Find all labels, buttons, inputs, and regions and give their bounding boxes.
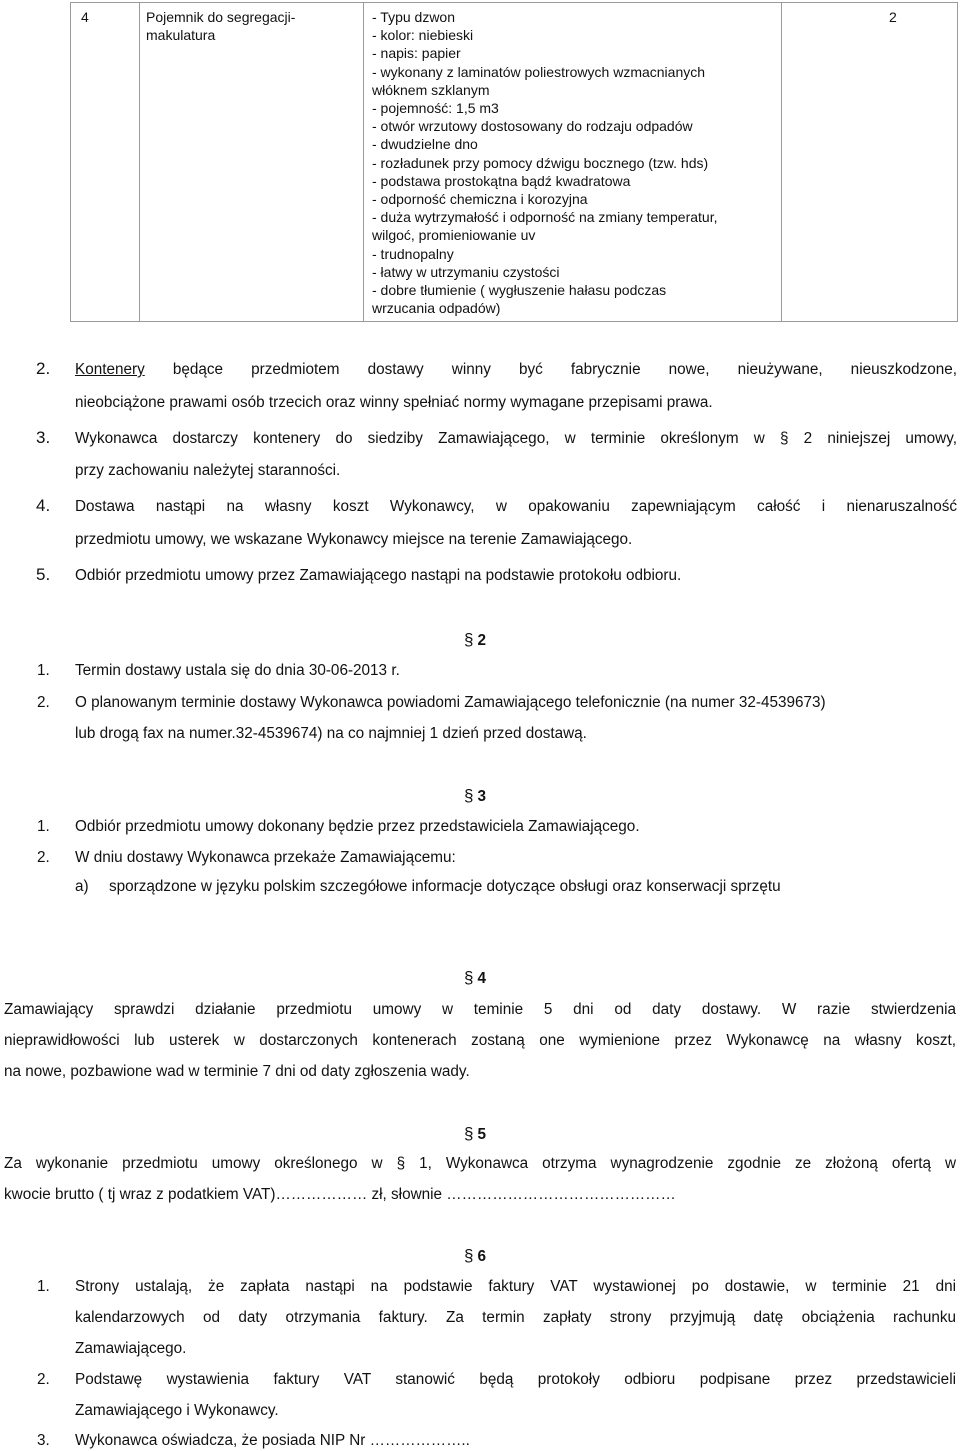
spec-line: - trudnopalny [372, 245, 454, 262]
underlined-word: Kontenery [75, 361, 145, 378]
spec-line: - pojemność: 1,5 m3 [372, 100, 499, 117]
item-text: Wykonawca oświadcza, że posiada NIP Nr ……………….. [75, 1432, 470, 1449]
item-text [75, 361, 957, 379]
item-text-line: przy zachowaniu należytej staranności. [75, 462, 341, 479]
paragraph-line: nieprawidłowości lub usterek w dostarczonych kontenerach zostaną one wymienione przez Wykonawcę na własny koszt, [4, 1032, 956, 1049]
item-text: Termin dostawy ustala się do dnia 30-06-2013 r. [75, 662, 400, 679]
section-heading [464, 786, 486, 806]
spec-line: - dobre tłumienie ( wygłuszenie hałasu podczas [372, 282, 667, 299]
spec-line: - duża wytrzymałość i odporność na zmiany temperatur, [372, 209, 718, 226]
section-number: 3 [477, 788, 486, 805]
item-number: 1. [37, 662, 50, 679]
item-number: 5. [36, 565, 51, 584]
item-text-rest: będące przedmiotem dostawy winny być fabrycznie nowe, nieużywane, nieuszkodzone, [144, 361, 957, 378]
spec-line: - kolor: niebieski [372, 27, 474, 44]
spec-line: włóknem szklanym [372, 81, 490, 98]
item-text: O planowanym terminie dostawy Wykonawca powiadomi Zamawiającego telefonicznie (na numer 32-4539673) [75, 694, 826, 711]
paragraph-line: kwocie brutto ( tj wraz z podatkiem VAT)……………… zł, słownie ……………………………………… [4, 1186, 676, 1203]
item-text: Dostawa nastąpi na własny koszt Wykonawcy, w opakowaniu zapewniającym całość i nienaruszalność [75, 498, 957, 515]
spec-line: wilgoć, promieniowanie uv [372, 227, 536, 244]
item-text-line: Zamawiającego i Wykonawcy. [75, 1402, 279, 1419]
table-qty: 2 [889, 9, 897, 25]
section-number: 5 [477, 1126, 486, 1143]
item-number: 3. [36, 428, 51, 447]
item-text-line: przedmiotu umowy, we wskazane Wykonawcy miejsce na terenie Zamawiającego. [75, 531, 633, 548]
section-symbol: § [464, 1124, 474, 1143]
section-heading [464, 630, 486, 650]
section-heading [464, 1246, 486, 1266]
item-number: 2. [37, 849, 50, 866]
spec-line: - rozładunek przy pomocy dźwigu bocznego (tzw. hds) [372, 154, 709, 171]
paragraph-line: Zamawiający sprawdzi działanie przedmiotu umowy w teminie 5 dni od daty dostawy. W razie stwierdzenia [4, 1001, 956, 1018]
section-number: 2 [477, 632, 486, 649]
spec-line: - odporność chemiczna i korozyjna [372, 191, 588, 208]
spec-line: - wykonany z laminatów poliestrowych wzmacnianych [372, 63, 706, 80]
item-text-line: Zamawiającego. [75, 1340, 187, 1357]
spec-line: - Typu dzwon [372, 9, 456, 25]
item-text: Podstawę wystawienia faktury VAT stanowić będą protokoły odbioru podpisane przez przedstawicieli [75, 1371, 956, 1388]
item-text-line: nieobciążone prawami osób trzecich oraz winny spełniać normy wymagane przepisami prawa. [75, 394, 713, 411]
table-item-name-line: Pojemnik do segregacji- [146, 9, 296, 25]
item-text: W dniu dostawy Wykonawca przekaże Zamawiającemu: [75, 849, 456, 866]
table-divider [363, 3, 364, 321]
table-specs [372, 8, 717, 317]
spec-line: - otwór wrzutowy dostosowany do rodzaju odpadów [372, 118, 693, 135]
item-text-line: lub drogą fax na numer.32-4539674) na co najmniej 1 dzień przed dostawą. [75, 725, 587, 742]
paragraph-line: Za wykonanie przedmiotu umowy określonego w § 1, Wykonawca otrzyma wynagrodzenie zgodnie ze złożoną ofertą w [4, 1155, 956, 1172]
section-symbol: § [464, 1246, 474, 1265]
item-text: Odbiór przedmiotu umowy przez Zamawiającego nastąpi na podstawie protokołu odbioru. [75, 567, 682, 584]
item-text: Odbiór przedmiotu umowy dokonany będzie przez przedstawiciela Zamawiającego. [75, 818, 640, 835]
section-heading [464, 1124, 486, 1144]
item-text: Wykonawca dostarczy kontenery do siedziby Zamawiającego, w terminie określonym w § 2 niniejszej umowy, [75, 430, 957, 447]
item-number: 1. [37, 818, 50, 835]
item-number: 1. [37, 1278, 50, 1295]
spec-line: - dwudzielne dno [372, 136, 478, 153]
section-number: 6 [477, 1248, 486, 1265]
table-item-name-line: makulatura [146, 27, 216, 44]
table-item-name [146, 8, 295, 44]
section-symbol: § [464, 630, 474, 649]
item-text: Strony ustalają, że zapłata nastąpi na podstawie faktury VAT wystawionej po dostawie, w terminie 21 dni [75, 1278, 956, 1295]
section-heading [464, 968, 486, 988]
item-number: 2. [37, 694, 50, 711]
item-text-line: kalendarzowych od daty otrzymania faktury. Za termin zapłaty strony przyjmują datę obciążenia rachunku [75, 1309, 956, 1326]
table-divider [139, 3, 140, 321]
item-number: 4. [36, 496, 51, 515]
sub-item-text: sporządzone w języku polskim szczegółowe informacje dotyczące obsługi oraz konserwacji sprzętu [109, 878, 781, 895]
spec-line: wrzucania odpadów) [372, 300, 501, 317]
table-lp: 4 [81, 9, 89, 25]
section-symbol: § [464, 786, 474, 805]
paragraph-line: na nowe, pozbawione wad w terminie 7 dni od daty zgłoszenia wady. [4, 1063, 470, 1080]
spec-line: - łatwy w utrzymaniu czystości [372, 263, 560, 280]
section-symbol: § [464, 968, 474, 987]
item-number: 3. [37, 1432, 50, 1449]
spec-line: - podstawa prostokątna bądź kwadratowa [372, 172, 631, 189]
spec-line: - napis: papier [372, 45, 461, 62]
item-number: 2. [37, 1371, 50, 1388]
sub-item-letter: a) [75, 878, 89, 895]
item-number: 2. [36, 359, 51, 378]
section-number: 4 [477, 970, 486, 987]
table-divider [781, 3, 782, 321]
